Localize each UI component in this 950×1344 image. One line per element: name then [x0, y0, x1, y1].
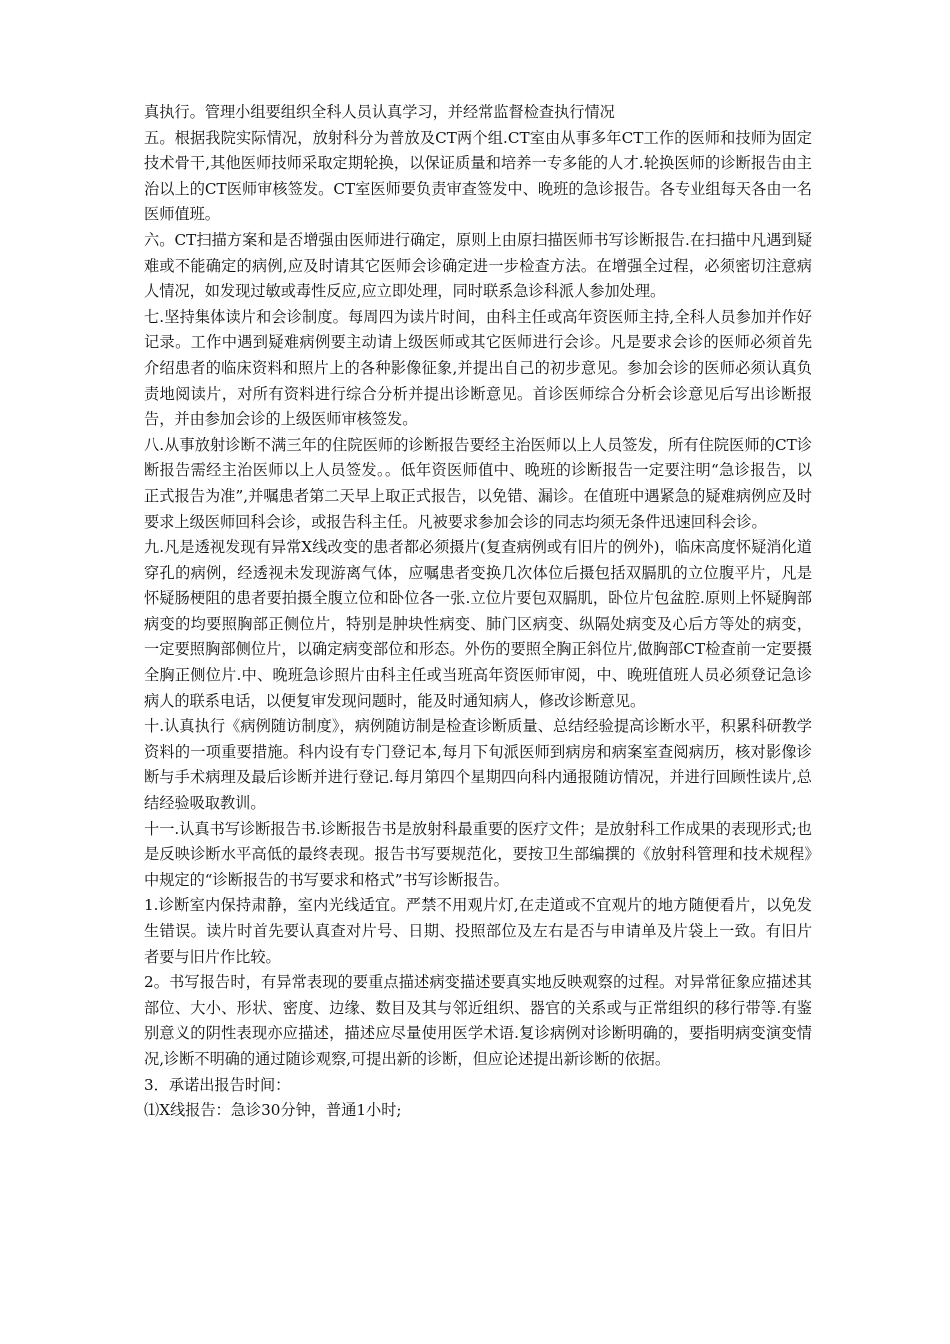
paragraph: 六。CT扫描方案和是否增强由医师进行确定，原则上由原扫描医师书写诊断报告.在扫描中凡遇到疑难或不能确定的病例,应及时请其它医师会诊确定进一步检查方法。在增强全过程，必须密切注意病人情况，如发现过敏或毒性反应,应立即处理，同时联系急诊科派人参加处理。 — [144, 230, 812, 301]
paragraph: 真执行。管理小组要组织全科人员认真学习，并经常监督检查执行情况 — [144, 103, 615, 121]
paragraph: 十.认真执行《病例随访制度》，病例随访制是检查诊断质量、总结经验提高诊断水平，积累科研教学资料的一项重要措施。科内设有专门登记本,每月下旬派医师到病房和病案室查阅病历，核对影像诊断与手术病理及最后诊断并进行登记.每月第四个星期四向科内通报随访情况，并进行回顾性读片,总结经验吸取教训。 — [144, 717, 812, 813]
paragraph: 九.凡是透视发现有异常X线改变的患者都必须摄片(复查病例或有旧片的例外)，临床高度怀疑消化道穿孔的病例，经透视未发现游离气体，应嘱患者变换几次体位后摄包括双膈肌的立位腹平片，凡是怀疑肠梗阻的患者要拍摄全腹立位和卧位各一张.立位片要包双膈肌，卧位片包盆腔.原则上怀疑胸部病变的均要照胸部正侧位片，特别是肿块性病变、肺门区病变、纵隔处病变及心后方等处的病变，一定要照胸部侧位片，以确定病变部位和形态。外伤的要照全胸正斜位片,做胸部CT检查前一定要摄全胸正侧位片.中、晚班急诊照片由科主任或当班高年资医师审阅，中、晚班值班人员必须登记急诊病人的联系电话，以便复审发现问题时，能及时通知病人，修改诊断意见。 — [144, 538, 813, 710]
document-body — [144, 100, 812, 1124]
paragraph: 八.从事放射诊断不满三年的住院医师的诊断报告要经主治医师以上人员签发，所有住院医师的CT诊断报告需经主治医师以上人员签发。。低年资医师值中、晚班的诊断报告一定要注明“急诊报告，以正式报告为准”,并嘱患者第二天早上取正式报告，以免错、漏诊。在值班中遇紧急的疑难病例应及时要求上级医师回科会诊，或报告科主任。凡被要求参加会诊的同志均须无条件迅速回科会诊。 — [144, 435, 812, 531]
paragraph: 3．承诺出报告时间： — [144, 1075, 291, 1094]
paragraph: 1.诊断室内保持肃静，室内光线适宜。严禁不用观片灯,在走道或不宜观片的地方随便看片，以免发生错误。读片时首先要认真查对片号、日期、投照部位及左右是否与申请单及片袋上一致。有旧片者要与旧片作比较。 — [144, 896, 812, 966]
paragraph: 五。根据我院实际情况，放射科分为普放及CT两个组.CT室由从事多年CT工作的医师和技师为固定技术骨干,其他医师技师采取定期轮换，以保证质量和培养一专多能的人才.轮换医师的诊断报告由主治以上的CT医师审核签发。CT室医师要负责审查签发中、晚班的急诊报告。各专业组每天各由一名医师值班。 — [144, 128, 812, 224]
paragraph: 2。书写报告时，有异常表现的要重点描述病变描述要真实地反映观察的过程。对异常征象应描述其部位、大小、形状、密度、边缘、数目及其与邻近组织、器官的关系或与正常组织的移行带等.有鉴别意义的阴性表现亦应描述，描述应尽量使用医学术语.复诊病例对诊断明确的，要指明病变演变情况,诊断不明确的通过随诊观察,可提出新的诊断，但应论述提出新诊断的依据。 — [144, 973, 812, 1068]
paragraph: 十一.认真书写诊断报告书.诊断报告书是放射科最重要的医疗文件；是放射科工作成果的表现形式;也是反映诊断水平高低的最终表现。报告书写要规范化，要按卫生部编撰的《放射科管理和技术规程》中规定的“诊断报告的书写要求和格式”书写诊断报告。 — [144, 819, 812, 889]
paragraph: 七.坚持集体读片和会诊制度。每周四为读片时间，由科主任或高年资医师主持,全科人员参加并作好记录。工作中遇到疑难病例要主动请上级医师或其它医师进行会诊。凡是要求会诊的医师必须首先介绍患者的临床资料和照片上的各种影像征象,并提出自己的初步意见。参加会诊的医师必须认真负责地阅读片，对所有资料进行综合分析并提出诊断意见。首诊医师综合分析会诊意见后写出诊断报告，并由参加会诊的上级医师审核签发。 — [144, 307, 812, 429]
paragraph: ⑴X线报告：急诊30分钟，普通1小时; — [144, 1101, 402, 1120]
